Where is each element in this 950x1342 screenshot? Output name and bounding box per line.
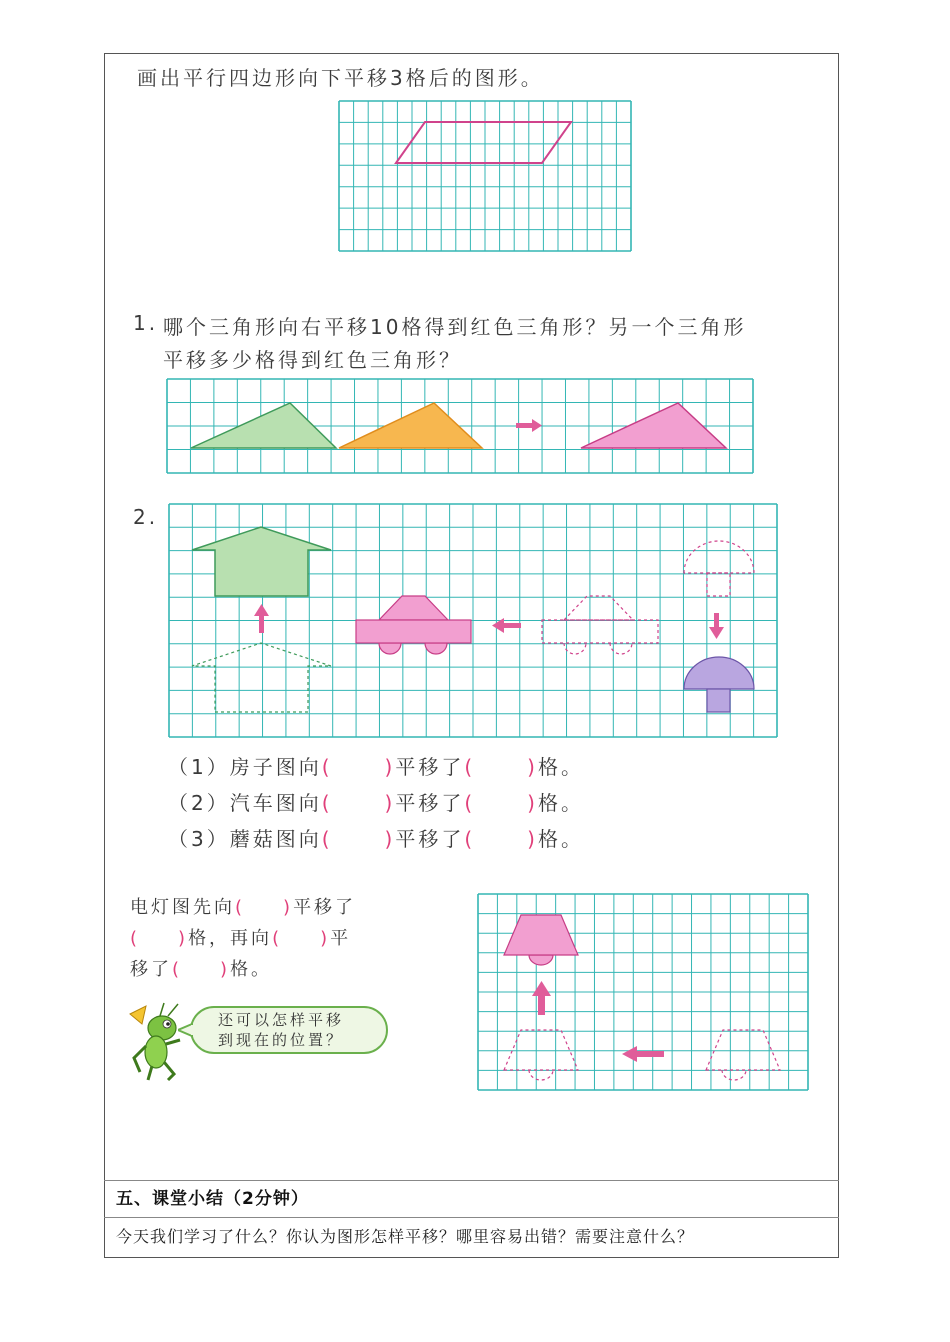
lamp-shape bbox=[504, 915, 578, 965]
lamp-outline-dashed-left bbox=[504, 1030, 578, 1080]
lamp-line-2: ( )格，再向( )平 bbox=[130, 928, 352, 949]
section-divider bbox=[104, 1180, 839, 1181]
house-outline-dashed bbox=[192, 643, 331, 712]
parallelogram bbox=[396, 122, 571, 163]
speech-bubble-text: 还可以怎样平移 到现在的位置？ bbox=[218, 1011, 345, 1049]
lamp-grid bbox=[477, 893, 809, 1091]
q1-number: 1. bbox=[133, 311, 159, 335]
speech-bubble-tail bbox=[178, 1022, 194, 1038]
lamp-line-3: 移了( )格。 bbox=[130, 959, 273, 980]
up-arrow-icon bbox=[532, 981, 551, 1015]
q2-item-3: （3）蘑菇图向( )平移了( )格。 bbox=[168, 827, 584, 851]
shapes-grid bbox=[168, 503, 778, 738]
right-arrow-icon bbox=[516, 419, 542, 432]
parallelogram-grid bbox=[338, 100, 632, 252]
summary-question: 今天我们学习了什么？你认为图形怎样平移？哪里容易出错？需要注意什么？ bbox=[116, 1227, 695, 1246]
down-arrow-icon bbox=[709, 613, 724, 639]
house-shape bbox=[192, 527, 331, 596]
up-arrow-icon bbox=[254, 604, 269, 633]
q2-number: 2. bbox=[133, 505, 159, 529]
left-arrow-icon bbox=[622, 1046, 664, 1062]
car-shape bbox=[356, 596, 471, 654]
car-outline-dashed bbox=[542, 596, 658, 654]
lamp-line-1: 电灯图先向( )平移了 bbox=[130, 897, 357, 918]
summary-title: 五、课堂小结（2分钟） bbox=[116, 1189, 309, 1209]
triangles-grid bbox=[166, 378, 754, 474]
q1-line2: 平移多少格得到红色三角形？ bbox=[163, 348, 462, 372]
q1-line1: 哪个三角形向右平移10格得到红色三角形？另一个三角形 bbox=[163, 315, 747, 339]
section-divider bbox=[104, 1217, 839, 1218]
grasshopper-mascot-icon bbox=[124, 1000, 194, 1082]
mushroom-outline-dashed bbox=[684, 541, 754, 596]
q2-item-1: （1）房子图向( )平移了( )格。 bbox=[168, 755, 584, 779]
mushroom-shape bbox=[684, 657, 754, 712]
intro-question: 画出平行四边形向下平移3格后的图形。 bbox=[137, 66, 544, 90]
q2-item-2: （2）汽车图向( )平移了( )格。 bbox=[168, 791, 584, 815]
